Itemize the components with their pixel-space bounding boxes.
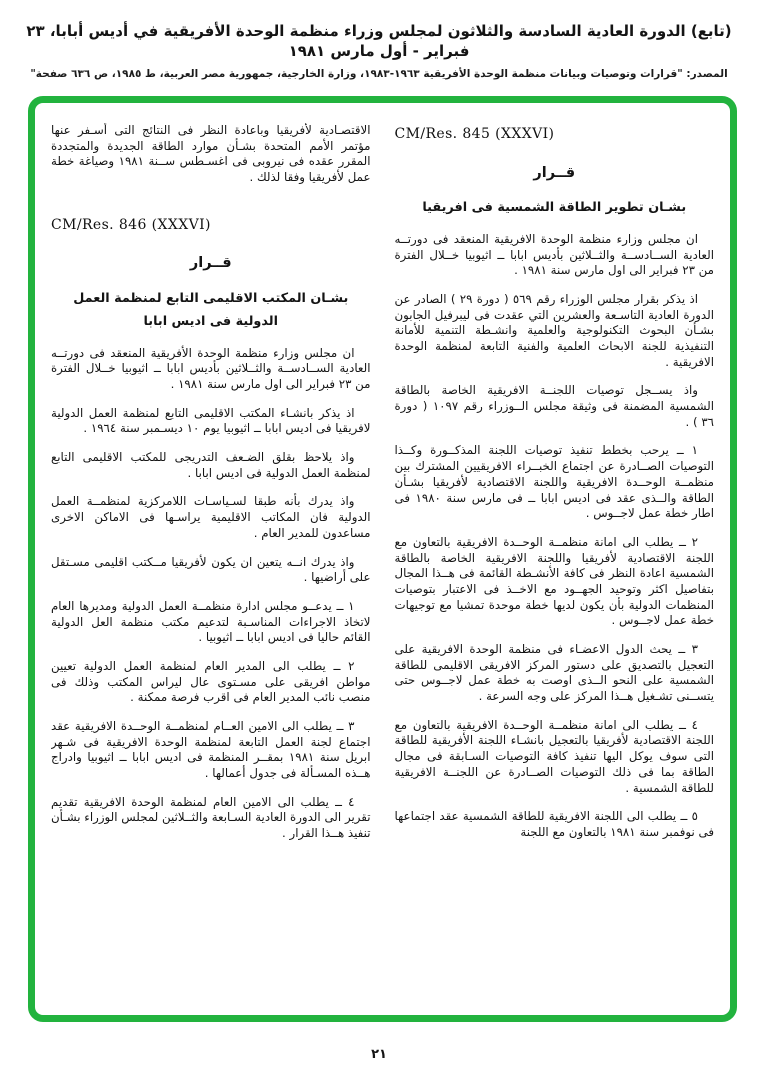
paragraph: ٢ ــ يطلب الى امانة منظمــة الوحــدة الافريقية بالتعاون مع اللجنة الاقتصادية لأفريقيا واللجنة الافريقية الخاصة بالطاقة الشمسية اعادة النظر فى كافة الأنشـطة القائمة فى هــذا المجال بتفاصيل اكثر وتوحيد الجهــود مع الاخــذ فى الاعتبار بتوصيات المنظمات الدولية بأن يكون لديها خطة موحدة تمشيا مع توجيهات خطة عمل لاجــوس . — [394, 534, 714, 628]
paragraph: ٢ ــ يطلب الى المدير العام لمنظمة العمل الدولية تعيين مواطن افريقى على مسـتوى عال ليراس المكتب وذلك فى منصب نائب المدير العام فى اقرب فرصة ممكنة . — [51, 658, 371, 705]
paragraph: ١ ــ يدعــو مجلس ادارة منظمــة العمل الدولية ومديرها العام لاتخاذ الاجراءات المناسـبة لتدعيم مكتب منظمة العل الدولية القائم حاليا فى اديس ابابا ــ اثيوبيا . — [51, 598, 371, 645]
page-footer — [0, 1043, 758, 1062]
resolution-id-846: CM/Res. 846 (XXXVI) — [51, 216, 211, 233]
paragraph: ١ ــ يرحب بخطط تنفيذ توصيات اللجنة المذكــورة وكــذا التوصيات الصــادرة عن اجتماع الخبــراء الافريقيين المشترك بين منظمــة الوحــدة الافريقية واللجنة الاقتصادية لأفريقيا بشـأن الطاقة والــذى عقد فى اديس ابابا ــ فى مارس سنة ١٩٨٠ فى اطار خطة عمل لاجــوس . — [394, 443, 714, 521]
continuation-paragraph: الاقتصـادية لأفريقيا وباعادة النظر فى النتائج التى أسـفر عنها مؤتمر الأمم المتحدة بشـأن موارد الطاقة الجديدة والمتجددة المقرر عقده فى نيروبى فى اغسـطس ســنة ١٩٨١ وصياغة خطة عمل لأفريقيا وفقا لذلك . — [51, 123, 371, 185]
resolution-846-body — [51, 346, 371, 842]
paragraph: واذ يلاحظ بقلق الضـعف التدريجى للمكتب الاقليمى التابع لمنظمة العمل الدولية فى اديس ابابا . — [51, 450, 371, 480]
source-citation: المصدر: "قرارات وتوصيات وبيانات منظمة الوحدة الأفريقية ١٩٦٣-١٩٨٣، وزارة الخارجية، جمهورية مصر العربية، ط ١٩٨٥، ص ٦٣٦ صفحة" — [30, 68, 728, 80]
paragraph: ٤ ــ يطلب الى الامين العام لمنظمة الوحدة الافريقية تقديم تقرير الى الدورة العادية السـابعة والثــلاثين لمجلس الوزراء بشـأن تنفيذ هــذا القرار . — [51, 794, 371, 841]
paragraph: ٣ ــ يطلب الى الامين العــام لمنظمــة الوحــدة الافريقية عقد اجتماع لجنة العمل التابعة لمنظمة الوحدة الافريقية فى شـهر ابريل سنة ١٩٨١ بمقــر المنظمة فى اديس ابابا ــ اثيوبيا وادراج هــذه المسـألة فى جدول أعمالها . — [51, 719, 371, 781]
paragraph: واذ يســجل توصيات اللجنــة الافريقية الخاصة بالطاقة الشمسية المضمنة فى وثيقة مجلس الــوزراء رقم ١٠٩٧ ( دورة ٣٦ ) . — [394, 383, 714, 429]
resolution-845-subtitle: بشـان تطوير الطاقة الشمسية فى افريقيا — [422, 199, 687, 215]
column-left-res-846 — [51, 123, 371, 1005]
resolution-845-body — [395, 232, 715, 841]
session-title: (تابع) الدورة العادية السادسة والثلاثون لمجلس وزراء منظمة الوحدة الأفريقية في أديس أبابا، ٢٣ فبراير - أول مارس ١٩٨١ — [26, 22, 732, 60]
column-right-res-845 — [395, 123, 715, 1005]
resolution-845-title: قــرار — [533, 164, 576, 181]
resolution-id-845: CM/Res. 845 (XXXVI) — [394, 126, 555, 142]
page-header — [0, 22, 758, 80]
paragraph: واذ يدرك بأنه طبقا لسـياسـات اللامركزية لمنظمــة العمل الدولية فان المكاتب الاقليمية يراسـها فى الاماكن الاخرى مساعدون للمدير العام . — [51, 494, 371, 540]
paragraph: اذ يذكر بانشـاء المكتب الاقليمى التابع لمنظمة العمل الدولية لافريقيا فى اديس ابابا ــ اثيوبيا يوم ١٠ ديسـمبر سنة ١٩٦٤ . — [51, 405, 371, 436]
paragraph: ان مجلس وزارء منظمة الوحدة الافريقية المنعقد فى دورتــه العادية الســادســة والثــلاثين بأديس ابابا ــ اثيوبيا خــلال الفترة من ٢٣ فبراير الى اول مارس سنة ١٩٨١ . — [394, 231, 714, 278]
paragraph: ٣ ــ يحث الدول الاعضـاء فى منظمة الوحدة الافريقية على التعجيل بالتصديق على دستور المركز الافريقى الاقليمى للطاقة الشمسية على النحو الــذى اوصت به خطة عمل لاجــوس حتى يتســنى تشـغيل هــذا المركز على وجه السرعة . — [394, 642, 714, 704]
resolution-846-subtitle-line1: بشـان المكتب الاقليمى التابع لمنظمة العمل — [73, 290, 349, 306]
page-number: ٢١ — [371, 1047, 387, 1062]
paragraph: اذ يذكر بقرار مجلس الوزراء رقم ٥٦٩ ( دورة ٢٩ ) الصادر عن الدورة العادية التاسـعة والعشرين التي عقدت فى ليبرفيل الجابون بشـأن البحوث التكنولوجية والعلمية وانشـطة التنمية للأمانة التنفيذية للجنة الابحاث العلمية والفنية التابعة لمنظمة الوحدة الافريقية . — [394, 291, 714, 369]
paragraph: واذ يدرك انــه يتعين ان يكون لأفريقيا مــكتب اقليمى مسـتقل على أراضيها . — [51, 554, 371, 585]
resolution-846-title: قــرار — [189, 255, 232, 272]
content-frame — [28, 96, 737, 1022]
resolution-846-subtitle-line2: الدولية فى اديس ابابا — [143, 313, 278, 329]
paragraph: ٤ ــ يطلب الى امانة منظمــة الوحــدة الافريقية بالتعاون مع اللجنة الاقتصادية لأفريقيا بالتعجيل بانشـاء اللجنة الأفريقية للطاقة التى سوف يوكل اليها تنفيذ كافة التوصيات السـابقة فى مجال الطاقة بما فى ذلك التوصيات الصــادرة عن اللجنــة الافريقية للطاقة الشمسية . — [394, 717, 714, 795]
paragraph: ان مجلس وزارء منظمة الوحدة الأفريقية المنعقد فى دورتــه العادية الســادســة والثــلاثين بأديس ابابا ــ اثيوبيا خــلال الفترة من ٢٣ فبراير الى اول مارس سنة ١٩٨١ . — [51, 345, 371, 392]
paragraph: ٥ ــ يطلب الى اللجنة الافريقية للطاقة الشمسية عقد اجتماعها فى نوفمبر سنة ١٩٨١ بالتعاون مع اللجنة — [394, 809, 714, 839]
